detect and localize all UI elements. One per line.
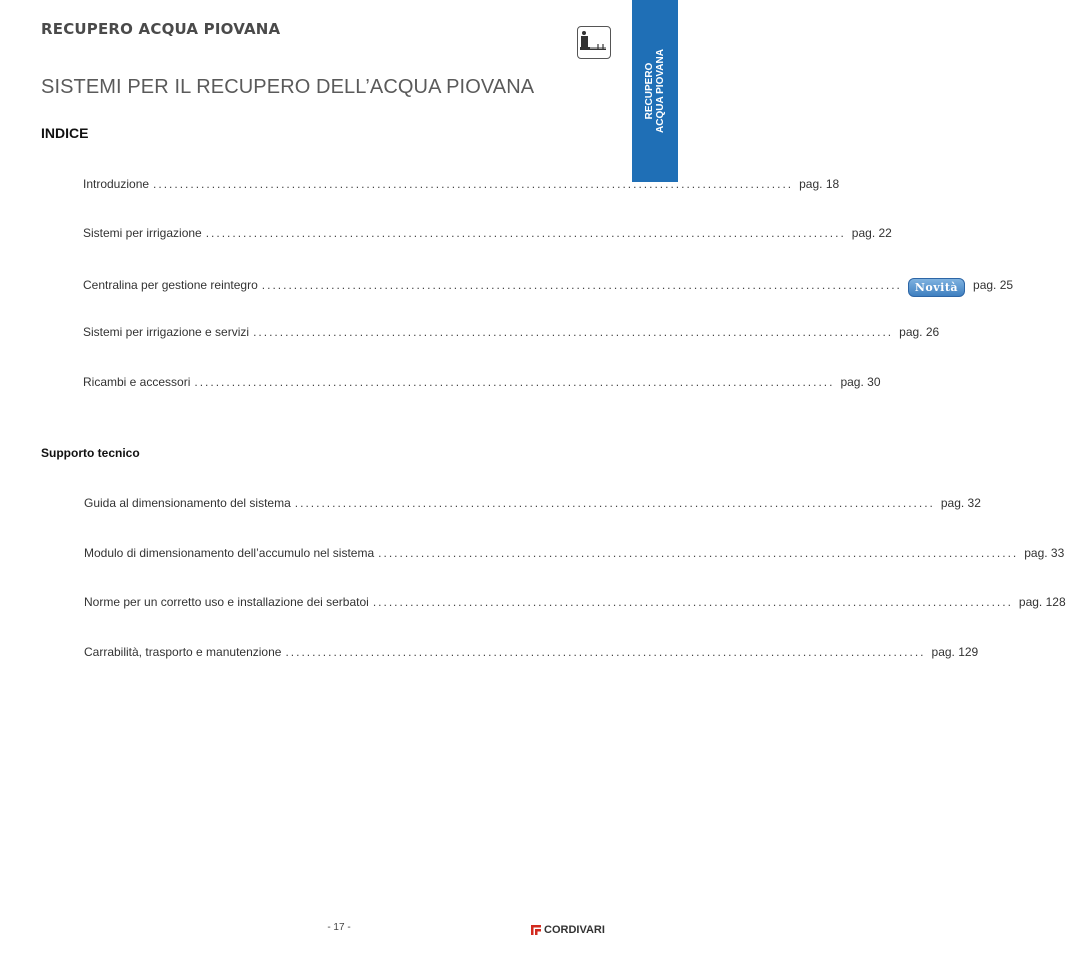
novita-badge: Novità [908,278,965,297]
support-title: Supporto tecnico [41,446,140,460]
toc-entry-page: pag. 25 [973,278,1014,292]
toc-entry-label: Sistemi per irrigazione e servizi [83,325,250,339]
toc-entry-guida[interactable] [84,496,981,510]
page-title: SISTEMI PER IL RECUPERO DELL’ACQUA PIOVANA [41,76,535,98]
toc-entry-introduzione[interactable] [83,177,840,191]
toc-entry-irrigazione-servizi[interactable] [83,325,940,339]
cordivari-logo-mark-icon [531,925,541,935]
side-tab-line-1: RECUPERO [644,62,655,120]
toc-entry-norme[interactable] [84,595,1066,609]
toc-entry-page: pag. 26 [899,325,940,339]
toc-entry-page: pag. 128 [1018,595,1066,609]
toc-leader-dots: ........................................................................................................................ [153,177,794,191]
toc-leader-dots: ........................................................................................................................ [294,496,935,510]
toc-entry-page: pag. 32 [940,496,981,510]
toc-entry-sistemi-irrigazione[interactable] [83,226,892,240]
toc-leader-dots: ........................................................................................................................ [253,325,894,339]
cordivari-brand-text: CORDIVARI [544,924,605,936]
side-tab-line-2: ACQUA PIOVANA [655,49,666,133]
toc-entry-page: pag. 33 [1024,546,1065,560]
index-title: INDICE [41,125,89,141]
toc-entry-page: pag. 22 [851,226,892,240]
toc-entry-page: pag. 18 [799,177,840,191]
toc-entry-carrabilita[interactable] [84,645,979,659]
toc-entry-label: Guida al dimensionamento del sistema [84,496,291,510]
toc-leader-dots: ........................................................................................................................ [378,546,1019,560]
cordivari-logo [531,924,605,936]
page-number: - 17 - [327,922,351,933]
section-side-tab [632,0,678,182]
toc-entry-label: Introduzione [83,177,150,191]
toc-entry-label: Carrabilità, trasporto e manutenzione [84,645,282,659]
toc-entry-centralina[interactable] [83,276,1014,295]
toc-entry-label: Ricambi e accessori [83,375,191,389]
rainwater-system-icon [577,26,611,59]
toc-entry-label: Norme per un corretto uso e installazione dei serbatoi [84,595,369,609]
toc-leader-dots: ........................................................................................................................ [372,595,1013,609]
toc-entry-modulo[interactable] [84,546,1065,560]
toc-entry-page: pag. 129 [931,645,979,659]
toc-leader-dots: ........................................................................................................................ [205,226,846,240]
toc-entry-label: Modulo di dimensionamento dell’accumulo nel sistema [84,546,375,560]
toc-entry-page: pag. 30 [840,375,881,389]
toc-leader-dots: ........................................................................................................................ [261,278,902,292]
toc-entry-label: Sistemi per irrigazione [83,226,202,240]
toc-entry-ricambi[interactable] [83,375,881,389]
header-title: RECUPERO ACQUA PIOVANA [41,20,281,38]
toc-leader-dots: ........................................................................................................................ [285,645,926,659]
toc-entry-label: Centralina per gestione reintegro [83,278,258,292]
toc-leader-dots: ........................................................................................................................ [194,375,835,389]
